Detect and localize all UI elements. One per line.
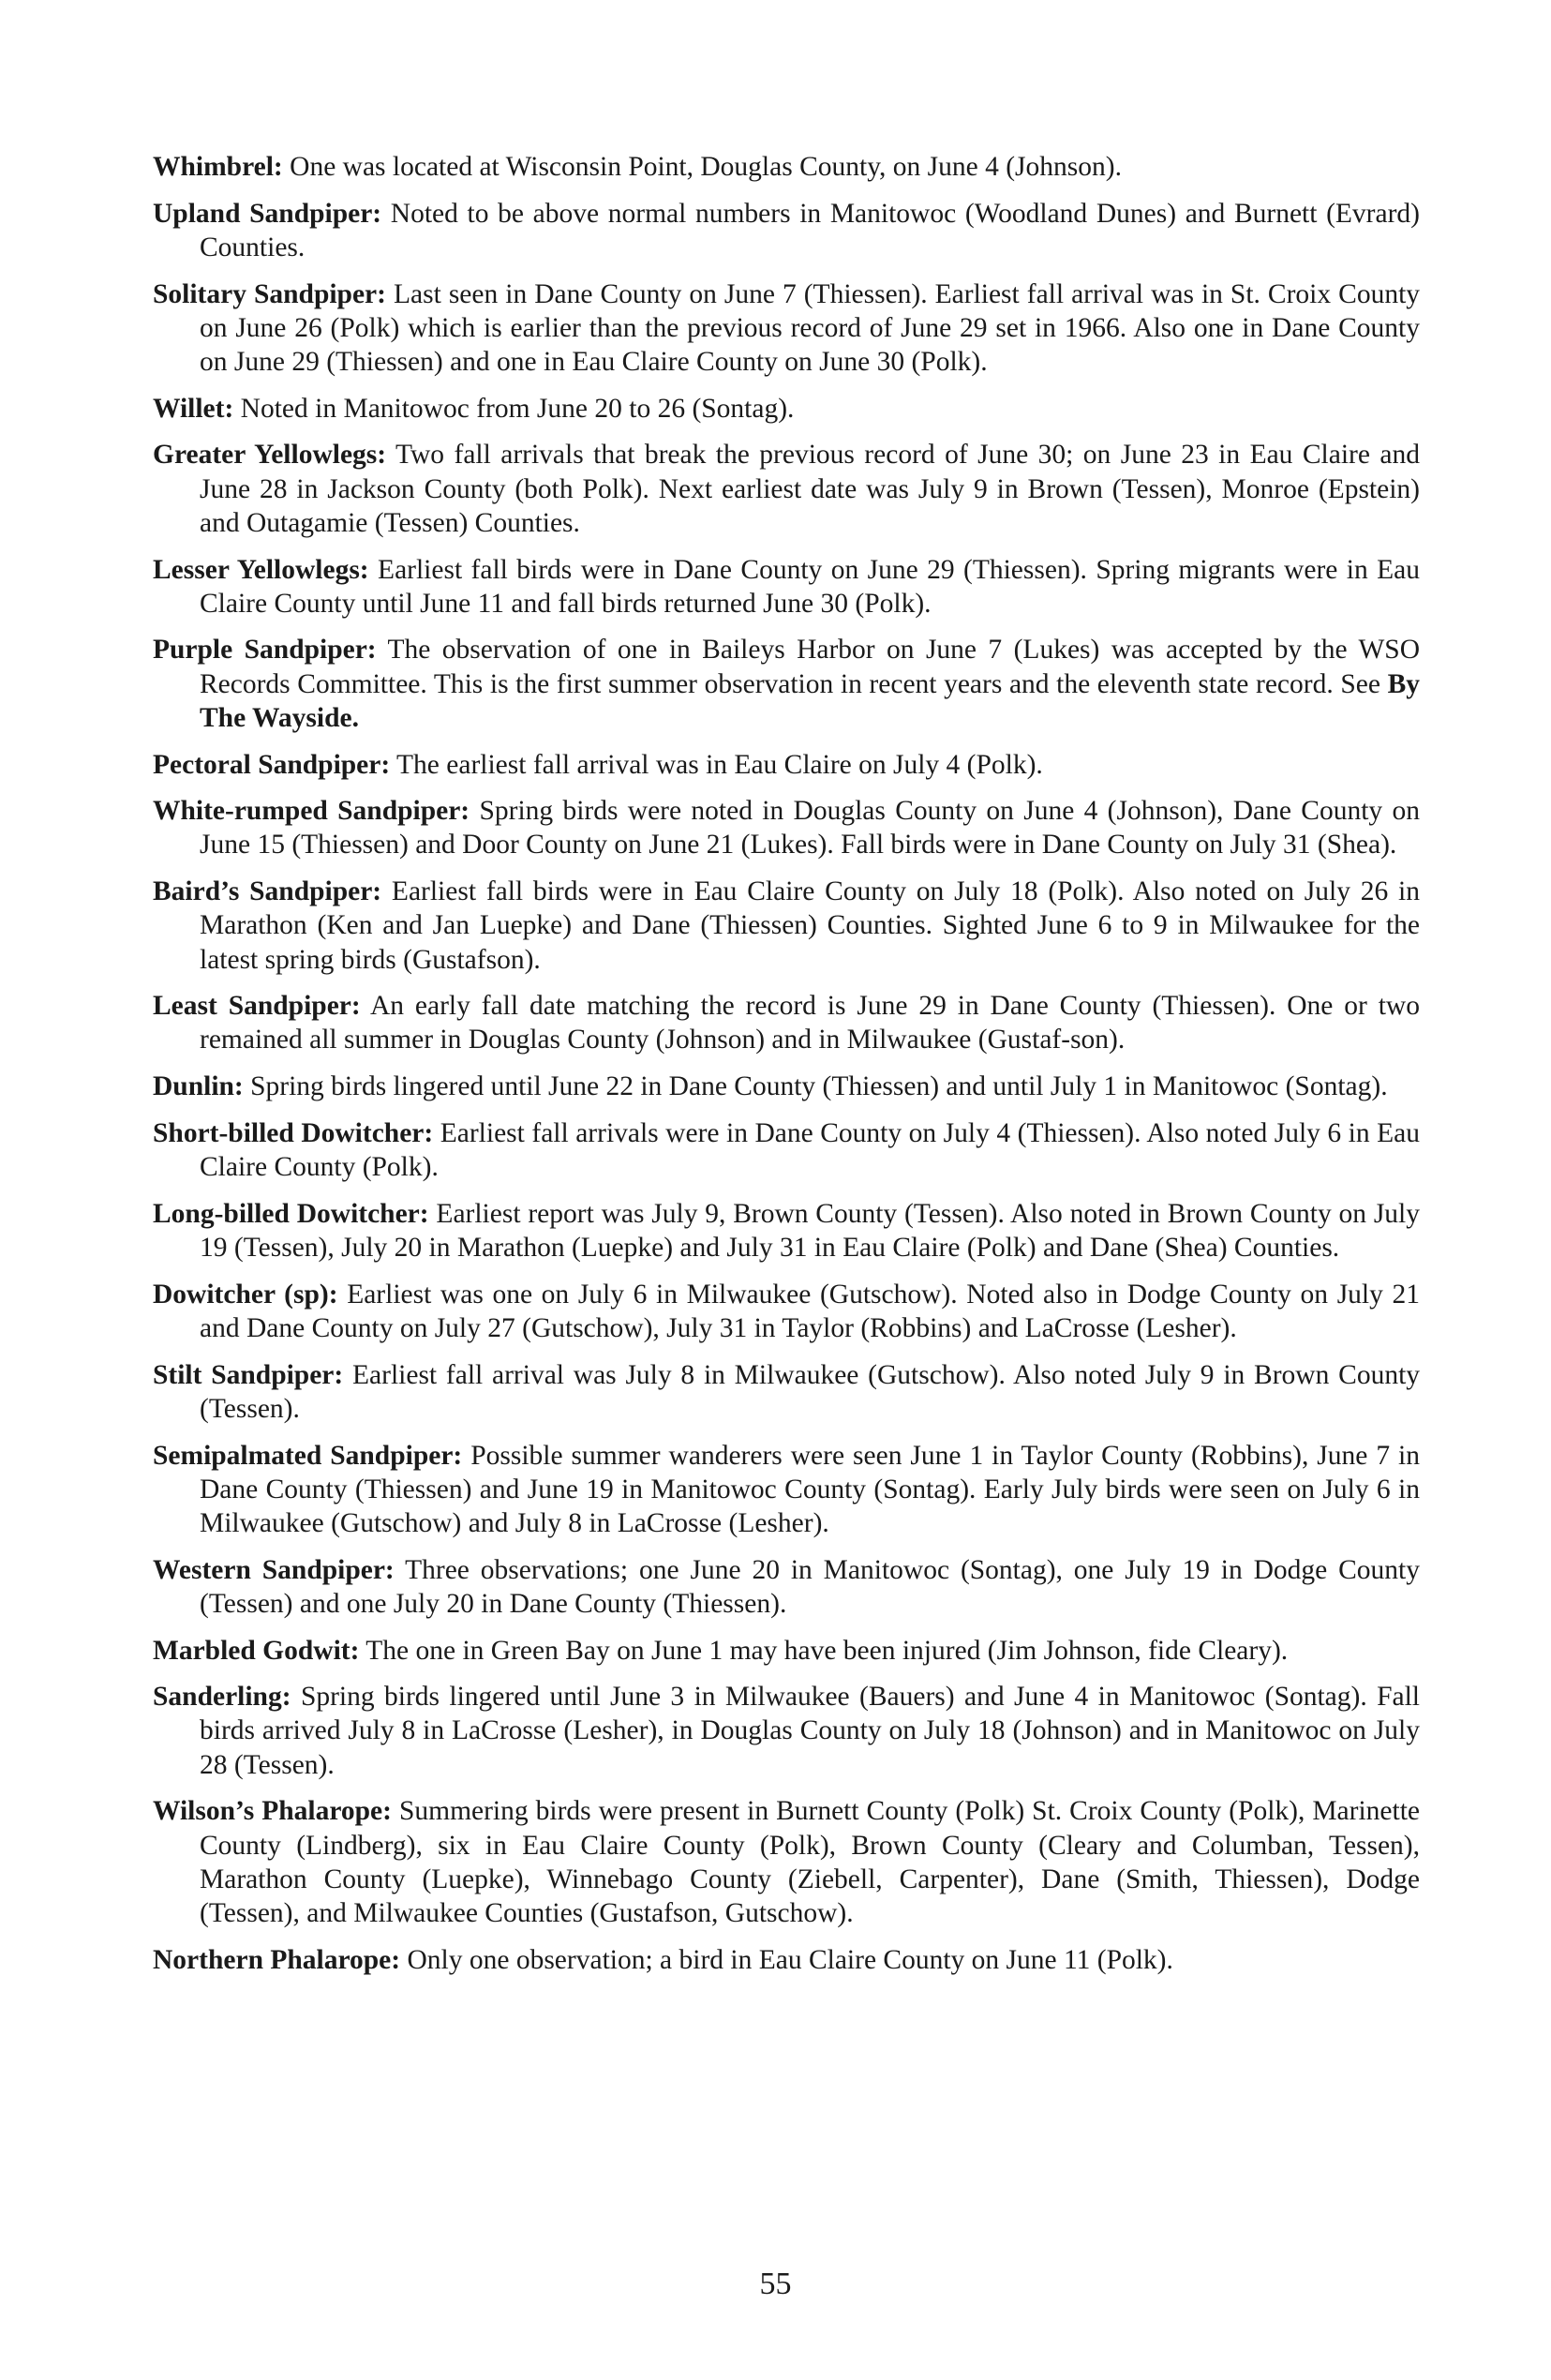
species-name: Dowitcher (sp): xyxy=(153,1279,338,1310)
section-reference: By The Wayside. xyxy=(200,668,1420,733)
species-name: Stilt Sandpiper: xyxy=(153,1359,344,1390)
species-note: Noted to be above normal numbers in Manitowoc (Woodland Dunes) and Burnett (Evrard) Counties. xyxy=(200,198,1421,262)
species-name: Whimbrel: xyxy=(153,152,283,182)
species-name: Purple Sandpiper: xyxy=(153,635,377,666)
species-note: Spring birds were noted in Douglas County on June 4 (Johnson), Dane County on June 15 (Thiessen) and Door County on June 21 (Lukes). Fall birds were in Dane County on July 31 (Shea). xyxy=(200,796,1420,861)
species-note: Earliest was one on July 6 in Milwaukee (Gutschow). Noted also in Dodge County on July 21 and Dane County on July 27 (Gutschow), July 31 in Taylor (Robbins) and LaCrosse (Lesher). xyxy=(200,1279,1421,1343)
species-note: Earliest fall arrival was July 8 in Milwaukee (Gutschow). Also noted July 9 in Brown County (Tessen). xyxy=(200,1359,1421,1424)
species-name: Marbled Godwit: xyxy=(153,1635,360,1666)
species-note: An early fall date matching the record is June 29 in Dane County (Thiessen). One or two remained all summer in Douglas County (Johnson) and in Milwaukee (Gustaf-son). xyxy=(200,991,1420,1055)
species-note: Earliest report was July 9, Brown County (Tessen). Also noted in Brown County on July 19 (Tessen), July 20 in Marathon (Luepke) and July 31 in Eau Claire (Polk) and Dane (Shea) Counties. xyxy=(200,1198,1420,1263)
species-entry-western-sandpiper xyxy=(153,1553,1420,1621)
species-entry-northern-phalarope xyxy=(153,1943,1420,1977)
species-name: Greater Yellowlegs: xyxy=(153,440,387,471)
species-name: White-rumped Sandpiper: xyxy=(153,796,470,827)
species-note: The observation of one in Baileys Harbor on June 7 (Lukes) was accepted by the WSO Records Committee. This is the first summer observation in recent years and the eleventh state record. See xyxy=(200,635,1420,699)
species-note: Earliest fall arrivals were in Dane County on July 4 (Thiessen). Also noted July 6 in Eau Claire County (Polk). xyxy=(200,1117,1421,1183)
species-entry-pectoral-sandpiper xyxy=(153,748,1420,782)
species-note: Earliest fall birds were in Eau Claire County on July 18 (Polk). Also noted on July 26 in Marathon (Ken and Jan Luepke) and Dane (Thiessen) Counties. Sighted June 6 to 9 in Milwaukee for the latest spring birds (Gustafson). xyxy=(200,876,1420,975)
species-entry-dunlin xyxy=(153,1070,1420,1103)
species-entry-greater-yellowlegs xyxy=(153,438,1420,540)
species-entry-upland-sandpiper xyxy=(153,197,1420,264)
species-note: Earliest fall birds were in Dane County on June 29 (Thiessen). Spring migrants were in Eau Claire County until June 11 and fall birds returned June 30 (Polk). xyxy=(200,554,1421,619)
species-name: Upland Sandpiper: xyxy=(153,198,382,229)
species-note: Possible summer wanderers were seen June 1 in Taylor County (Robbins), June 7 in Dane County (Thiessen) and June 19 in Manitowoc County (Sontag). Early July birds were seen on July 6 in Milwaukee (Gutschow) and July 8 in LaCrosse (Lesher). xyxy=(200,1440,1421,1538)
species-note: Only one observation; a bird in Eau Claire County on June 11 (Polk). xyxy=(407,1944,1173,1975)
species-entry-semipalmated-sandpiper xyxy=(153,1439,1420,1541)
species-note: One was located at Wisconsin Point, Douglas County, on June 4 (Johnson). xyxy=(290,152,1122,182)
species-name: Solitary Sandpiper: xyxy=(153,278,386,309)
species-note: The one in Green Bay on June 1 may have been injured (Jim Johnson, fide Cleary). xyxy=(365,1635,1289,1666)
page-number: 55 xyxy=(759,2267,792,2301)
species-list xyxy=(153,150,1420,1989)
species-entry-purple-sandpiper xyxy=(153,633,1420,735)
species-entry-stilt-sandpiper xyxy=(153,1358,1420,1426)
species-entry-short-billed-dowitcher xyxy=(153,1116,1420,1184)
species-name: Sanderling: xyxy=(153,1682,291,1713)
species-name: Wilson’s Phalarope: xyxy=(153,1796,392,1827)
species-entry-whimbrel xyxy=(153,150,1420,184)
species-entry-bairds-sandpiper xyxy=(153,875,1420,977)
species-name: Baird’s Sandpiper: xyxy=(153,876,382,907)
species-note: Spring birds lingered until June 22 in Dane County (Thiessen) and until July 1 in Manitowoc (Sontag). xyxy=(250,1071,1388,1102)
species-note: Noted in Manitowoc from June 20 to 26 (Sontag). xyxy=(240,393,795,424)
species-name: Dunlin: xyxy=(153,1071,244,1102)
species-note: Three observations; one June 20 in Manitowoc (Sontag), one July 19 in Dodge County (Tessen) and one July 20 in Dane County (Thiessen). xyxy=(200,1554,1421,1619)
species-name: Lesser Yellowlegs: xyxy=(153,554,369,585)
species-name: Willet: xyxy=(153,393,234,424)
species-note: Two fall arrivals that break the previous record of June 30; on June 23 in Eau Claire and June 28 in Jackson County (both Polk). Next earliest date was July 9 in Brown (Tessen), Monroe (Epstein) and Outagamie (Tessen) Counties. xyxy=(200,440,1421,538)
species-entry-white-rumped-sandpiper xyxy=(153,794,1420,861)
species-name: Least Sandpiper: xyxy=(153,991,361,1022)
species-name: Pectoral Sandpiper: xyxy=(153,749,391,780)
species-note: Summering birds were present in Burnett County (Polk) St. Croix County (Polk), Marinette County (Lindberg), six in Eau Claire County (Polk), Brown County (Cleary and Columban, Tessen), Marathon County (Luepke), Winnebago County (Ziebell, Carpenter), Dane (Smith, Thiessen), Dodge (Tessen), and Milwaukee Counties (Gustafson, Gutschow). xyxy=(200,1796,1421,1928)
species-note: Last seen in Dane County on June 7 (Thiessen). Earliest fall arrival was in St. Croix County on June 26 (Polk) which is earlier than the previous record of June 29 set in 1966. Also one in Dane County on June 29 (Thiessen) and one in Eau Claire County on June 30 (Polk). xyxy=(200,278,1421,378)
species-name: Semipalmated Sandpiper: xyxy=(153,1440,463,1471)
species-note: Spring birds lingered until June 3 in Milwaukee (Bauers) and June 4 in Manitowoc (Sontag). Fall birds arrived July 8 in LaCrosse (Lesher), in Douglas County on July 18 (Johnson) and in Manitowoc on July 28 (Tessen). xyxy=(200,1682,1421,1780)
species-entry-sanderling xyxy=(153,1680,1420,1782)
species-entry-wilsons-phalarope xyxy=(153,1794,1420,1930)
species-name: Northern Phalarope: xyxy=(153,1944,401,1975)
species-entry-least-sandpiper xyxy=(153,989,1420,1056)
species-name: Short-billed Dowitcher: xyxy=(153,1117,434,1148)
species-name: Long-billed Dowitcher: xyxy=(153,1198,429,1229)
species-entry-solitary-sandpiper xyxy=(153,277,1420,380)
species-entry-willet xyxy=(153,392,1420,426)
species-entry-marbled-godwit xyxy=(153,1634,1420,1668)
species-name: Western Sandpiper: xyxy=(153,1554,395,1585)
species-entry-long-billed-dowitcher xyxy=(153,1197,1420,1265)
species-note: The earliest fall arrival was in Eau Claire on July 4 (Polk). xyxy=(396,749,1043,780)
species-entry-lesser-yellowlegs xyxy=(153,553,1420,621)
species-entry-dowitcher-sp xyxy=(153,1278,1420,1345)
